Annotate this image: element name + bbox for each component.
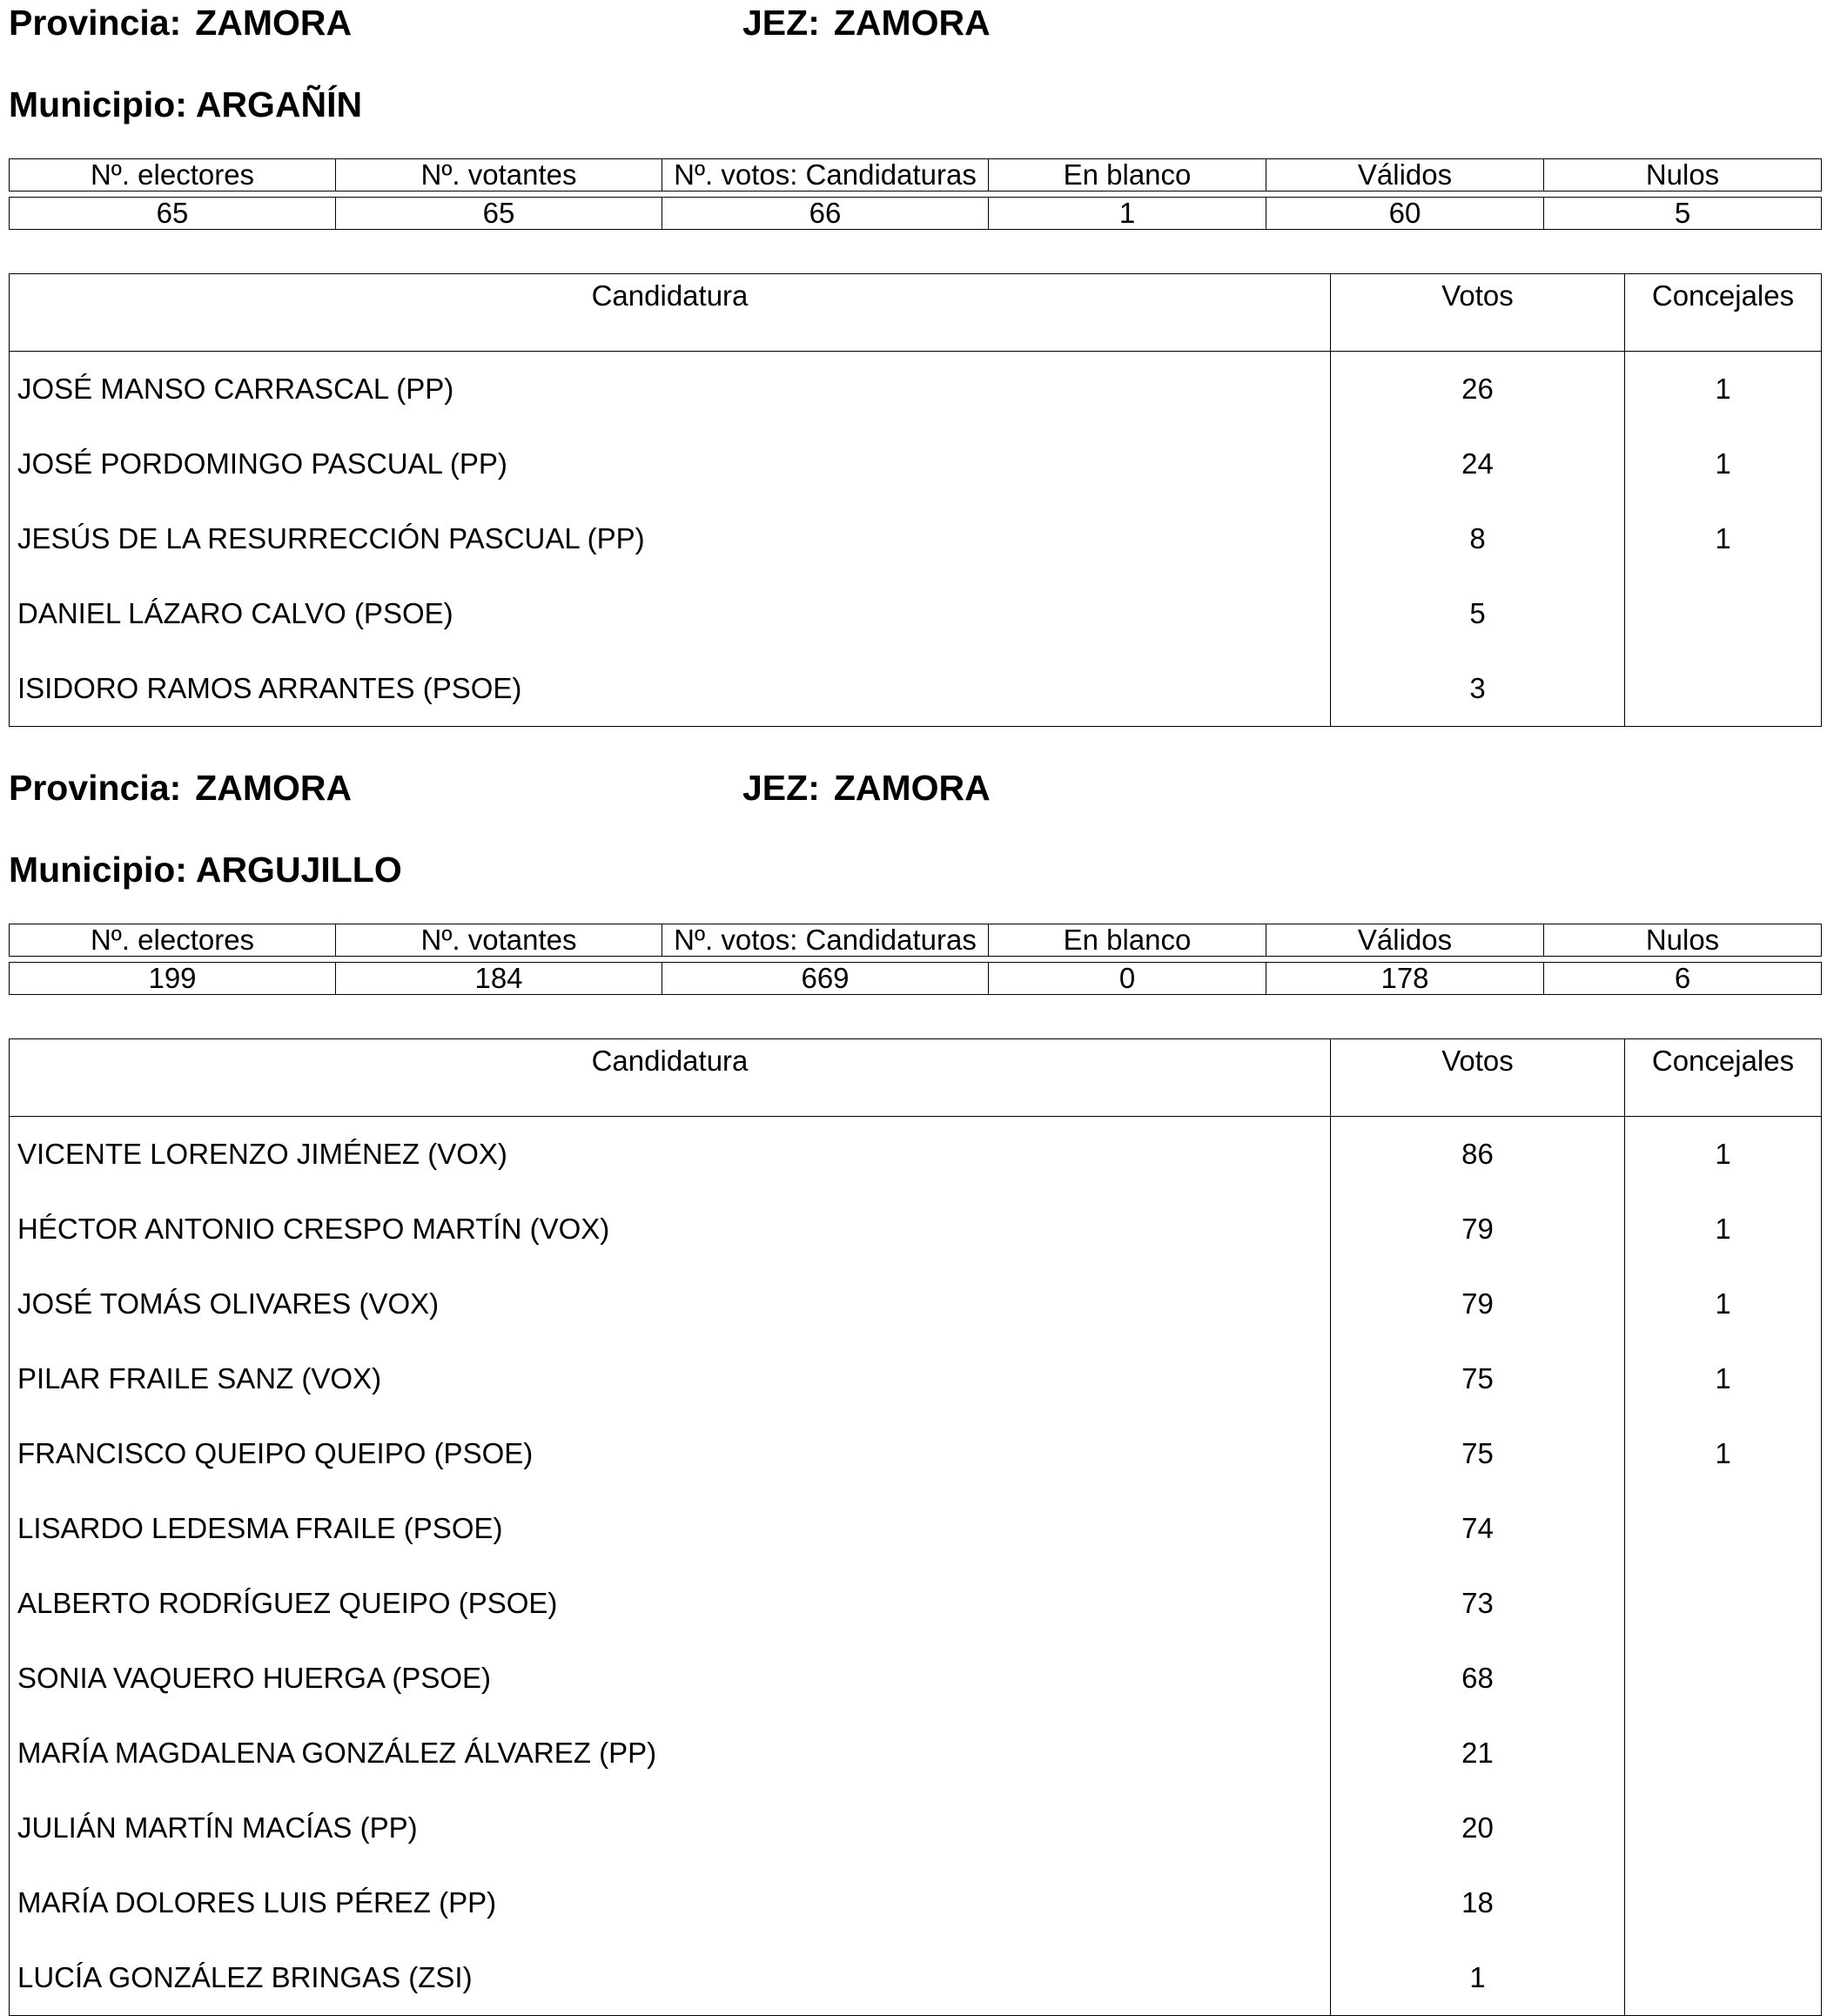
provincia-value: ZAMORA: [195, 3, 353, 43]
summary-header-cell: Nº. votos: Candidaturas: [662, 159, 989, 192]
table-row: [10, 1491, 1822, 1566]
table-row: [10, 576, 1822, 651]
summary-values-row: [10, 198, 1822, 230]
table-row: [10, 1716, 1822, 1791]
candidate-concejales: [1625, 1791, 1822, 1865]
candidate-name: FRANCISCO QUEIPO QUEIPO (PSOE): [17, 1437, 534, 1469]
table-row: [10, 352, 1822, 427]
candidate-name: PILAR FRAILE SANZ (VOX): [17, 1362, 382, 1394]
summary-header-cell: Nulos: [1544, 159, 1822, 192]
table-row: [10, 427, 1822, 501]
candidate-concejales: 1: [1625, 1416, 1822, 1491]
jez-label: JEZ:: [742, 768, 820, 808]
candidate-concejales: 1: [1625, 501, 1822, 576]
candidate-votes: 24: [1331, 427, 1625, 501]
candidate-name: MARÍA DOLORES LUIS PÉREZ (PP): [17, 1886, 497, 1919]
candidate-concejales: [1625, 1491, 1822, 1566]
summary-value-cell: 178: [1266, 963, 1544, 995]
candidate-votes: 74: [1331, 1491, 1625, 1566]
summary-value-cell: 60: [1266, 198, 1544, 230]
municipio-line: [9, 84, 362, 125]
summary-header-cell: Nº. electores: [10, 159, 336, 192]
candidates-table: [9, 273, 1822, 727]
candidate-name: ISIDORO RAMOS ARRANTES (PSOE): [17, 672, 522, 704]
candidate-concejales: 1: [1625, 1192, 1822, 1267]
summary-header-row: [10, 159, 1822, 192]
candidate-votes: 26: [1331, 352, 1625, 427]
jez-line: [742, 2, 991, 44]
candidate-name: VICENTE LORENZO JIMÉNEZ (VOX): [17, 1138, 507, 1170]
provincia-value: ZAMORA: [195, 768, 353, 808]
candidate-votes: 79: [1331, 1192, 1625, 1267]
table-row: [10, 1865, 1822, 1940]
candidate-concejales: [1625, 1566, 1822, 1641]
candidate-name: SONIA VAQUERO HUERGA (PSOE): [17, 1662, 492, 1694]
candidate-name: JOSÉ TOMÁS OLIVARES (VOX): [17, 1287, 440, 1320]
candidate-concejales: 1: [1625, 427, 1822, 501]
candidate-name: MARÍA MAGDALENA GONZÁLEZ ÁLVAREZ (PP): [17, 1737, 657, 1769]
table-row: [10, 501, 1822, 576]
candidate-concejales: 1: [1625, 1267, 1822, 1341]
candidate-votes: 20: [1331, 1791, 1625, 1865]
summary-header-cell: En blanco: [989, 924, 1266, 957]
jez-value: ZAMORA: [833, 3, 991, 43]
candidate-votes: 73: [1331, 1566, 1625, 1641]
candidate-votes: 79: [1331, 1267, 1625, 1341]
jez-value: ZAMORA: [833, 768, 991, 808]
summary-value-cell: 199: [10, 963, 336, 995]
table-row: [10, 1267, 1822, 1341]
summary-values-table: [9, 962, 1822, 995]
summary-header-table: [9, 924, 1822, 957]
candidate-votes: 5: [1331, 576, 1625, 651]
candidate-name: JOSÉ MANSO CARRASCAL (PP): [17, 373, 454, 405]
summary-value-cell: 184: [336, 963, 662, 995]
summary-value-cell: 669: [662, 963, 989, 995]
candidate-votes: 68: [1331, 1641, 1625, 1716]
candidate-votes: 18: [1331, 1865, 1625, 1940]
concejales-header: Concejales: [1625, 1039, 1822, 1117]
summary-header-table: [9, 158, 1822, 192]
summary-header-cell: Nº. votantes: [336, 924, 662, 957]
candidate-concejales: 1: [1625, 1341, 1822, 1416]
table-row: [10, 1416, 1822, 1491]
jez-label: JEZ:: [742, 3, 820, 43]
municipio-line: [9, 849, 402, 890]
summary-value-cell: 1: [989, 198, 1266, 230]
provincia-line: [9, 2, 352, 44]
candidate-concejales: 1: [1625, 1117, 1822, 1193]
candidate-votes: 75: [1331, 1416, 1625, 1491]
summary-value-cell: 0: [989, 963, 1266, 995]
candidate-concejales: [1625, 651, 1822, 727]
table-row: [10, 1192, 1822, 1267]
municipio-label: Municipio:: [9, 850, 187, 890]
candidate-concejales: [1625, 1641, 1822, 1716]
table-row: [10, 1940, 1822, 2016]
candidate-votes: 8: [1331, 501, 1625, 576]
candidate-concejales: 1: [1625, 352, 1822, 427]
candidate-name: DANIEL LÁZARO CALVO (PSOE): [17, 597, 453, 629]
candidate-concejales: [1625, 1940, 1822, 2016]
jez-line: [742, 767, 991, 809]
candidate-name: LISARDO LEDESMA FRAILE (PSOE): [17, 1512, 503, 1544]
candidates-header-row: [10, 274, 1822, 352]
summary-value-cell: 65: [10, 198, 336, 230]
candidate-name: HÉCTOR ANTONIO CRESPO MARTÍN (VOX): [17, 1213, 610, 1245]
table-row: [10, 1566, 1822, 1641]
municipio-value: ARGUJILLO: [195, 850, 402, 890]
summary-header-cell: Nº. votantes: [336, 159, 662, 192]
candidate-votes: 1: [1331, 1940, 1625, 2016]
municipio-label: Municipio:: [9, 84, 187, 124]
municipio-value: ARGAÑÍN: [195, 84, 363, 124]
summary-header-cell: Válidos: [1266, 924, 1544, 957]
summary-header-cell: En blanco: [989, 159, 1266, 192]
summary-header-cell: Nulos: [1544, 924, 1822, 957]
candidate-votes: 3: [1331, 651, 1625, 727]
table-row: [10, 1791, 1822, 1865]
summary-value-cell: 5: [1544, 198, 1822, 230]
candidatura-header: Candidatura: [10, 1039, 1331, 1117]
table-row: [10, 1641, 1822, 1716]
summary-value-cell: 6: [1544, 963, 1822, 995]
summary-header-cell: Nº. votos: Candidaturas: [662, 924, 989, 957]
candidate-concejales: [1625, 1716, 1822, 1791]
summary-value-cell: 66: [662, 198, 989, 230]
summary-value-cell: 65: [336, 198, 662, 230]
provincia-label: Provincia:: [9, 3, 182, 43]
candidate-name: JOSÉ PORDOMINGO PASCUAL (PP): [17, 447, 507, 480]
candidates-header-row: [10, 1039, 1822, 1117]
candidate-name: ALBERTO RODRÍGUEZ QUEIPO (PSOE): [17, 1587, 558, 1619]
candidate-name: LUCÍA GONZÁLEZ BRINGAS (ZSI): [17, 1961, 473, 1993]
candidatura-header: Candidatura: [10, 274, 1331, 352]
candidate-name: JESÚS DE LA RESURRECCIÓN PASCUAL (PP): [17, 522, 645, 554]
table-row: [10, 1341, 1822, 1416]
provincia-label: Provincia:: [9, 768, 182, 808]
candidate-votes: 75: [1331, 1341, 1625, 1416]
summary-values-table: [9, 197, 1822, 230]
candidate-concejales: [1625, 1865, 1822, 1940]
concejales-header: Concejales: [1625, 274, 1822, 352]
summary-values-row: [10, 963, 1822, 995]
summary-header-cell: Nº. electores: [10, 924, 336, 957]
table-row: [10, 1117, 1822, 1193]
votos-header: Votos: [1331, 274, 1625, 352]
candidate-concejales: [1625, 576, 1822, 651]
candidate-name: JULIÁN MARTÍN MACÍAS (PP): [17, 1811, 418, 1844]
candidate-votes: 21: [1331, 1716, 1625, 1791]
provincia-line: [9, 767, 352, 809]
candidate-votes: 86: [1331, 1117, 1625, 1193]
table-row: [10, 651, 1822, 727]
summary-header-row: [10, 924, 1822, 957]
summary-header-cell: Válidos: [1266, 159, 1544, 192]
candidates-table: [9, 1038, 1822, 2016]
votos-header: Votos: [1331, 1039, 1625, 1117]
